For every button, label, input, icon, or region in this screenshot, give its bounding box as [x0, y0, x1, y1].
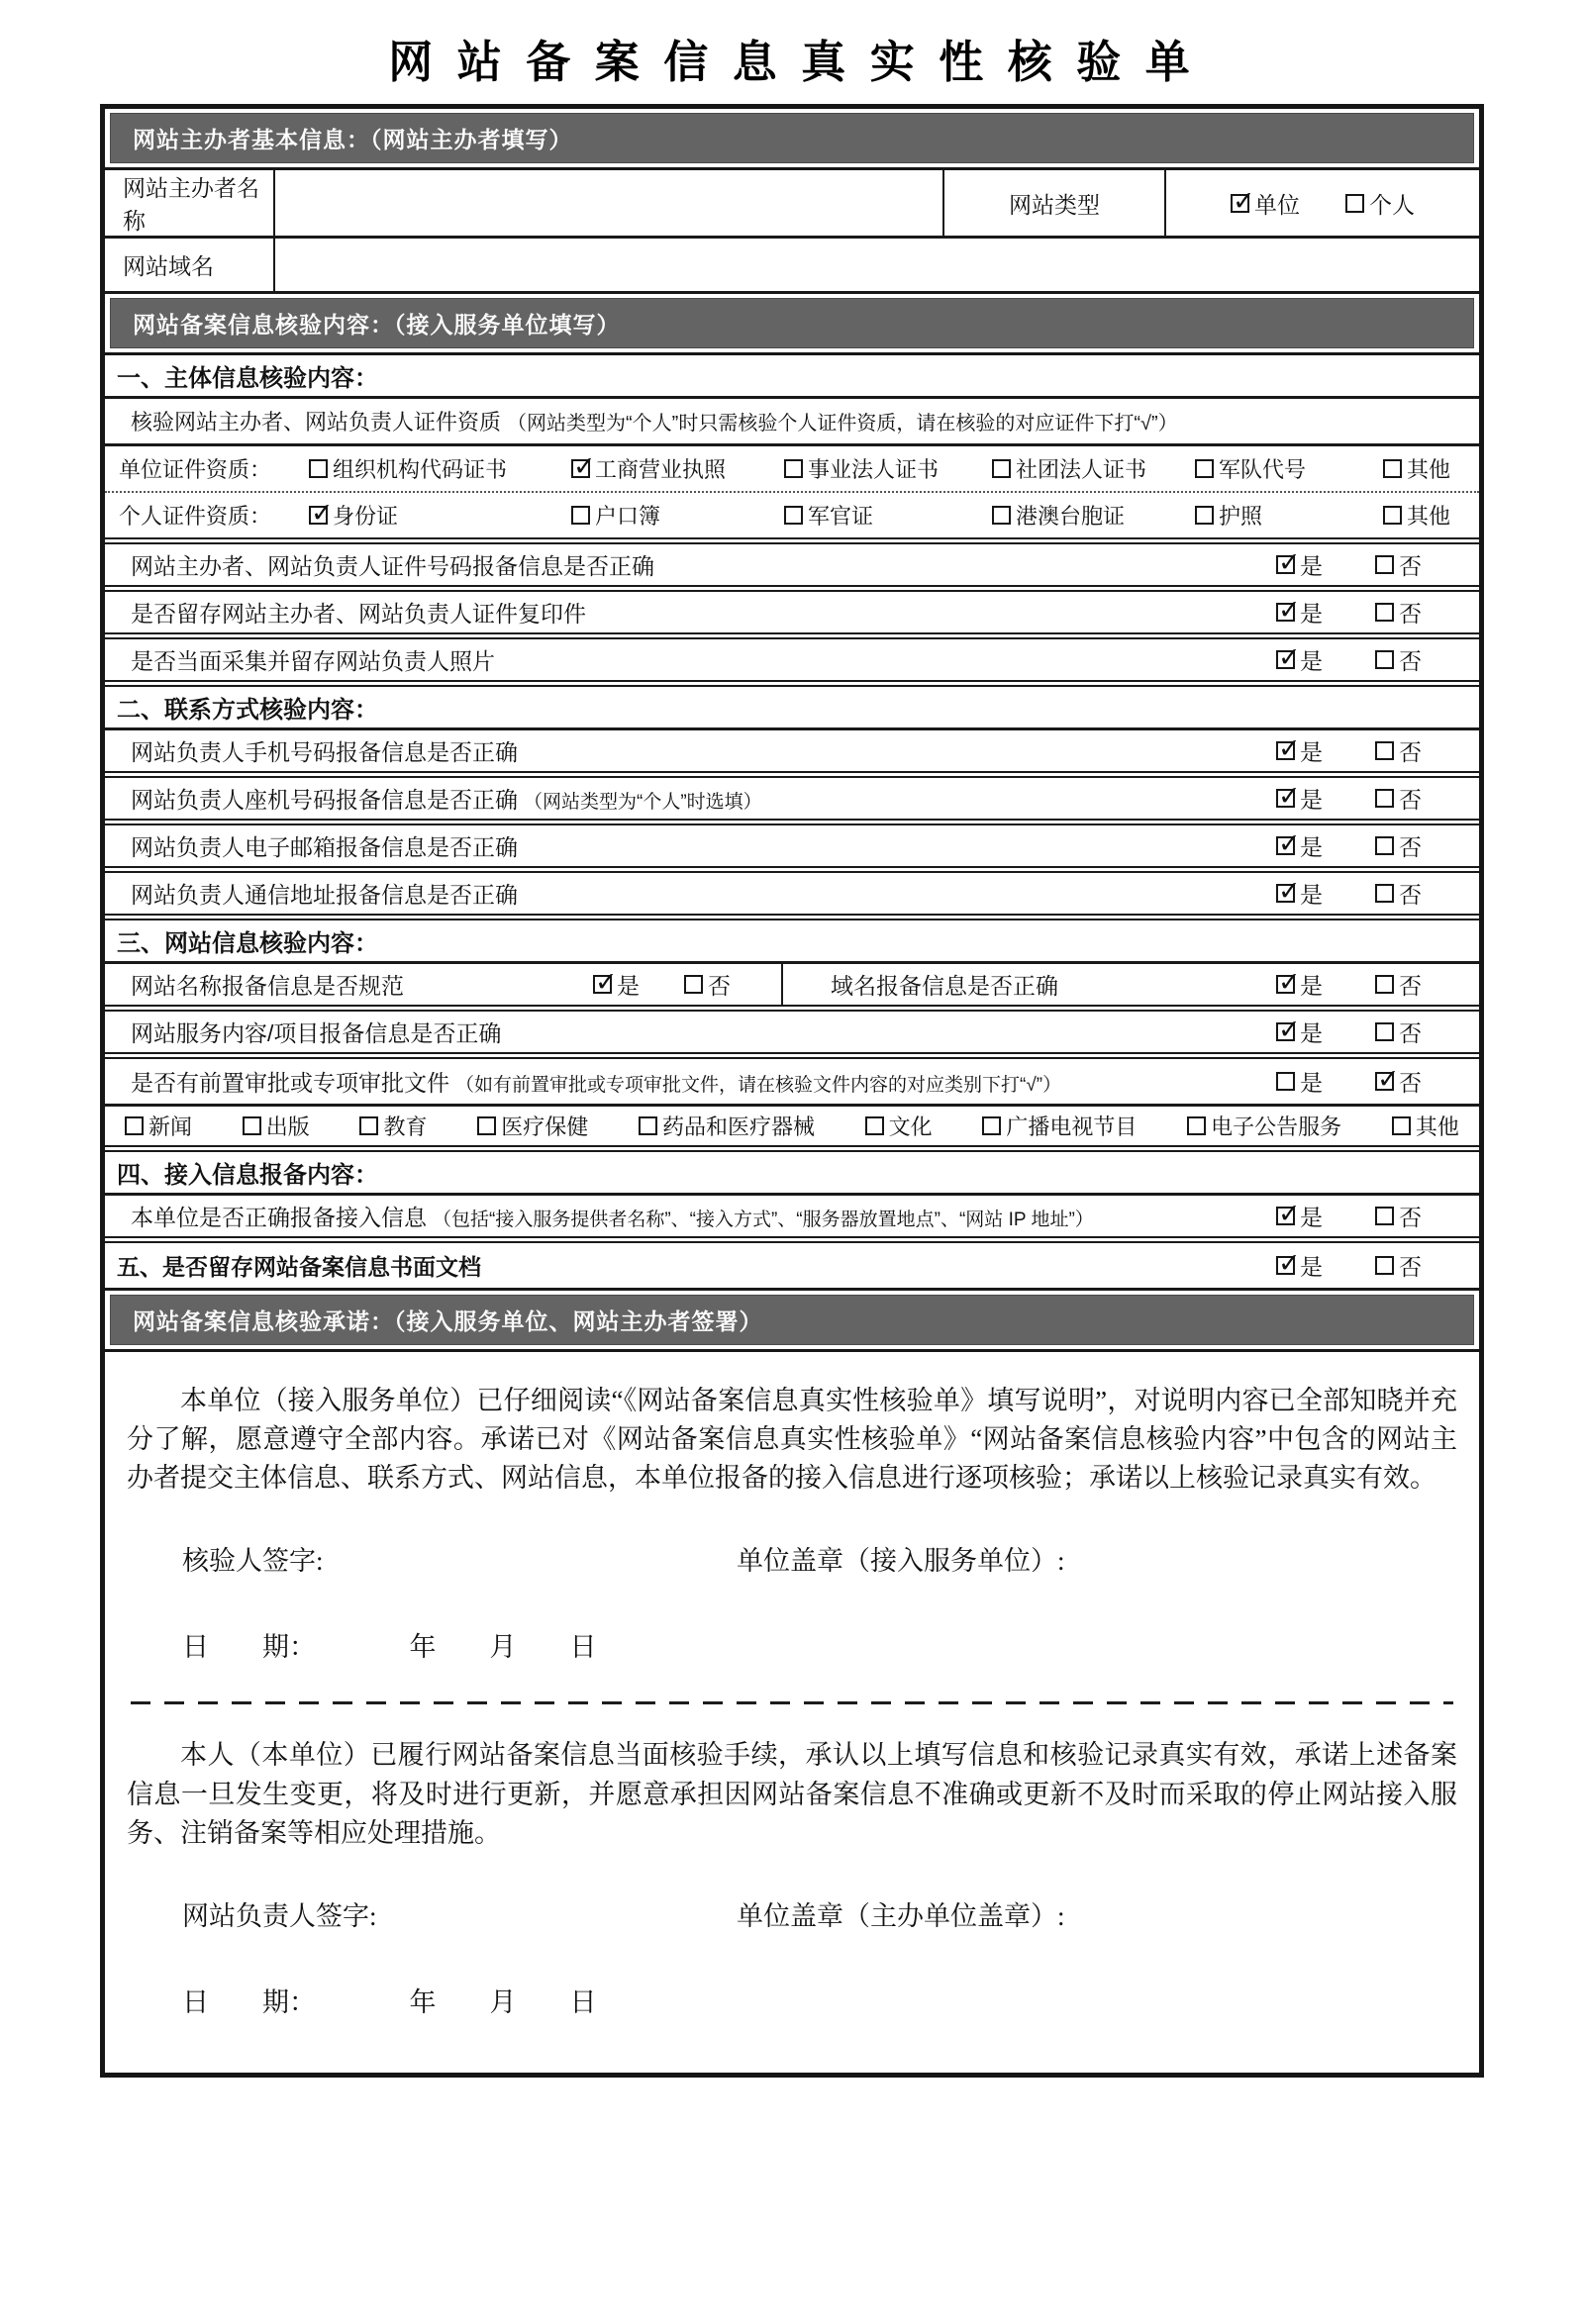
certificate-block	[105, 446, 1479, 544]
no-label: 否	[1399, 882, 1422, 908]
yes-option[interactable]	[593, 968, 684, 1001]
option-label: 广播电视节目	[1006, 1114, 1138, 1139]
option-label: 新闻	[148, 1114, 193, 1139]
row-domain	[105, 239, 1479, 294]
row-address-correct	[105, 873, 1479, 920]
yes-option[interactable]	[1276, 643, 1375, 676]
yes-label: 是	[1300, 882, 1323, 908]
option-label: 户口簿	[595, 504, 661, 529]
option-checkbox[interactable]	[992, 506, 1011, 525]
part5-heading: 五、是否留存网站备案信息书面文档	[117, 1254, 481, 1280]
no-option[interactable]	[1375, 596, 1422, 629]
row-email-correct	[105, 825, 1479, 873]
no-option[interactable]	[1375, 1065, 1422, 1098]
option-checkbox[interactable]	[477, 1116, 496, 1135]
cert-option-personal-other[interactable]	[1383, 500, 1450, 531]
option-checkbox[interactable]	[1195, 506, 1214, 525]
yes-label: 是	[1300, 553, 1323, 579]
option-label: 文化	[888, 1114, 933, 1139]
row-sitename-domain	[105, 964, 1479, 1012]
yes-label: 是	[1300, 973, 1323, 999]
option-label: 港澳台胞证	[1016, 504, 1126, 529]
option-checkbox[interactable]	[784, 459, 803, 478]
personal-cert-label: 个人证件资质：	[119, 504, 272, 529]
option-checkbox[interactable]	[1383, 459, 1402, 478]
no-label: 否	[1399, 1254, 1422, 1280]
personal-label: 个人	[1369, 191, 1415, 218]
question-note: （网站类型为“个人”时选填）	[524, 792, 762, 813]
instruction-text: 核验网站主办者、网站负责人证件资质	[131, 410, 502, 435]
question-text: 网站主办者、网站负责人证件号码报备信息是否正确	[131, 553, 654, 579]
option-checkbox[interactable]	[571, 459, 590, 478]
no-label: 否	[1399, 834, 1422, 860]
isp-date-row[interactable]: 日 期： 年 月 日	[182, 1632, 597, 1663]
question-text: 网站名称报备信息是否规范	[131, 973, 404, 999]
commitment-section-bar	[105, 1291, 1479, 1352]
option-checkbox[interactable]	[1383, 506, 1402, 525]
row-cert-copy-kept	[105, 592, 1479, 639]
cert-option-unit-other[interactable]	[1383, 453, 1450, 484]
category-e-bulletin[interactable]	[1187, 1111, 1341, 1141]
no-checkbox[interactable]	[1375, 1022, 1394, 1041]
no-label: 否	[1399, 739, 1422, 765]
unit-cert-row	[105, 446, 1479, 491]
no-checkbox[interactable]	[1375, 789, 1394, 808]
cert-option-org-code[interactable]	[309, 453, 571, 484]
no-label: 否	[1399, 1205, 1422, 1230]
no-checkbox[interactable]	[684, 975, 703, 994]
no-label: 否	[1399, 601, 1422, 627]
verify-section-header: 网站备案信息核验内容：（接入服务单位填写）	[110, 298, 1474, 348]
personal-checkbox[interactable]	[1345, 194, 1364, 213]
no-checkbox[interactable]	[1375, 1256, 1394, 1275]
question-text: 网站负责人手机号码报备信息是否正确	[131, 739, 518, 765]
option-checkbox[interactable]	[992, 459, 1011, 478]
option-label: 工商营业执照	[595, 457, 727, 482]
yes-option[interactable]	[1276, 1200, 1375, 1232]
option-checkbox[interactable]	[125, 1116, 144, 1135]
organizer-name-input[interactable]	[275, 170, 942, 236]
yes-label: 是	[1300, 601, 1323, 627]
domain-input[interactable]	[275, 239, 1479, 291]
yes-checkbox[interactable]	[1276, 1072, 1295, 1091]
category-other[interactable]	[1392, 1111, 1459, 1141]
organizer-name-label: 网站主办者名称	[105, 170, 275, 236]
yes-label: 是	[1300, 1020, 1323, 1046]
site-type-label: 网站类型	[942, 170, 1166, 236]
row-photo-collected	[105, 639, 1479, 687]
commitment-paragraph-isp: 本单位（接入服务单位）已仔细阅读“《网站备案信息真实性核验单》填写说明”，对说明内容已全部知晓并充分了解，愿意遵守全部内容。承诺已对《网站备案信息真实性核验单》“网站备案信息核验内容”中包含的网站主办者提交主体信息、联系方式、网站信息，本单位报备的接入信息进行逐项核验；承诺以上核验记录真实有效。	[127, 1386, 1457, 1494]
option-checkbox[interactable]	[571, 506, 590, 525]
option-checkbox[interactable]	[982, 1116, 1001, 1135]
option-label: 事业法人证书	[808, 457, 940, 482]
yes-option[interactable]	[1276, 596, 1375, 629]
row-pre-approval	[105, 1059, 1479, 1107]
part4-heading: 四、接入信息报备内容：	[105, 1152, 1479, 1196]
personal-cert-row	[105, 491, 1479, 537]
no-option[interactable]	[1375, 782, 1422, 815]
row-landline-correct	[105, 778, 1479, 825]
yes-checkbox[interactable]	[593, 975, 612, 994]
yes-label: 是	[1300, 1254, 1323, 1280]
no-option[interactable]	[1375, 643, 1422, 676]
row-access-info	[105, 1196, 1479, 1243]
option-checkbox[interactable]	[309, 506, 328, 525]
domain-label: 网站域名	[105, 239, 275, 291]
no-option[interactable]	[1375, 734, 1422, 767]
cert-option-household[interactable]	[571, 500, 784, 531]
yes-option[interactable]	[1276, 1249, 1375, 1282]
yes-option[interactable]	[1276, 734, 1375, 767]
row-cert-number-correct	[105, 544, 1479, 592]
option-label: 社团法人证书	[1016, 457, 1147, 482]
cert-option-military[interactable]	[1195, 453, 1383, 484]
cert-option-hk-macao-tw[interactable]	[992, 500, 1195, 531]
no-checkbox[interactable]	[1375, 884, 1394, 903]
question-text: 是否有前置审批或专项审批文件	[131, 1070, 449, 1096]
owner-section-header: 网站主办者基本信息：（网站主办者填写）	[110, 113, 1474, 163]
no-label: 否	[708, 973, 731, 999]
part2-heading: 二、联系方式核验内容：	[105, 687, 1479, 730]
no-label: 否	[1399, 648, 1422, 674]
commitment-block	[105, 1352, 1479, 2073]
dashed-divider	[131, 1701, 1453, 1704]
yes-label: 是	[1300, 834, 1323, 860]
question-note: （如有前置审批或专项审批文件，请在核验文件内容的对应类别下打“√”）	[455, 1075, 1062, 1096]
option-checkbox[interactable]	[639, 1116, 657, 1135]
unit-cert-label: 单位证件资质：	[119, 457, 272, 482]
category-broadcast[interactable]	[982, 1111, 1137, 1141]
no-option[interactable]	[1375, 1249, 1422, 1282]
unit-label: 单位	[1254, 191, 1300, 218]
no-option[interactable]	[1375, 1200, 1422, 1232]
option-label: 军官证	[808, 504, 874, 529]
option-checkbox[interactable]	[865, 1116, 884, 1135]
isp-signature-row	[182, 1539, 1457, 1578]
row-paper-archive	[105, 1243, 1479, 1291]
verify-section-bar	[105, 294, 1479, 355]
no-checkbox[interactable]	[1375, 975, 1394, 994]
no-checkbox[interactable]	[1375, 1072, 1394, 1091]
category-culture[interactable]	[865, 1111, 933, 1141]
row-service-correct	[105, 1012, 1479, 1059]
part1-heading: 一、主体信息核验内容：	[105, 355, 1479, 399]
commitment-paragraph-organizer: 本人（本单位）已履行网站备案信息当面核验手续，承认以上填写信息和核验记录真实有效，承诺上述备案信息一旦发生变更，将及时进行更新，并愿意承担因网站备案信息不准确或更新不及时而采取的停止网站接入服务、注销备案等相应处理措施。	[127, 1740, 1457, 1848]
yes-label: 是	[617, 973, 640, 999]
no-option[interactable]	[684, 968, 731, 1001]
no-checkbox[interactable]	[1375, 836, 1394, 855]
commitment-section-header: 网站备案信息核验承诺：（接入服务单位、网站主办者签署）	[110, 1295, 1474, 1345]
option-label: 军队代号	[1219, 457, 1307, 482]
no-checkbox[interactable]	[1375, 555, 1394, 574]
option-label: 组织机构代码证书	[333, 457, 508, 482]
option-checkbox[interactable]	[1392, 1116, 1411, 1135]
yes-checkbox[interactable]	[1276, 741, 1295, 760]
no-label: 否	[1399, 1070, 1422, 1096]
yes-checkbox[interactable]	[1276, 975, 1295, 994]
verifier-signature-label[interactable]: 核验人签字:	[182, 1546, 324, 1577]
category-news[interactable]	[125, 1111, 192, 1141]
question-text: 网站负责人通信地址报备信息是否正确	[131, 882, 518, 908]
no-checkbox[interactable]	[1375, 1207, 1394, 1225]
category-pharma-devices[interactable]	[639, 1111, 815, 1141]
option-checkbox[interactable]	[359, 1116, 378, 1135]
yes-label: 是	[1300, 739, 1323, 765]
no-option[interactable]	[1375, 829, 1422, 862]
cert-option-association[interactable]	[992, 453, 1195, 484]
option-checkbox[interactable]	[1187, 1116, 1206, 1135]
no-option[interactable]	[1375, 877, 1422, 910]
yes-option[interactable]	[1276, 1016, 1375, 1048]
yes-checkbox[interactable]	[1276, 789, 1295, 808]
site-type-personal-option[interactable]	[1345, 187, 1415, 220]
question-text: 网站负责人座机号码报备信息是否正确	[131, 787, 518, 813]
question-text: 网站服务内容/项目报备信息是否正确	[131, 1020, 502, 1046]
approval-category-row	[105, 1107, 1479, 1152]
no-label: 否	[1399, 553, 1422, 579]
organizer-date-row[interactable]: 日 期： 年 月 日	[182, 1986, 597, 2017]
yes-checkbox[interactable]	[1276, 884, 1295, 903]
question-text: 是否当面采集并留存网站负责人照片	[131, 648, 495, 674]
option-label: 其他	[1407, 457, 1451, 482]
option-label: 医疗保健	[501, 1114, 589, 1139]
option-label: 其他	[1407, 504, 1451, 529]
owner-section-bar	[105, 109, 1479, 170]
no-label: 否	[1399, 787, 1422, 813]
yes-checkbox[interactable]	[1276, 1022, 1295, 1041]
yes-checkbox[interactable]	[1276, 555, 1295, 574]
organizer-signature-row	[182, 1894, 1457, 1933]
organizer-stamp-label[interactable]: 单位盖章（主办单位盖章）:	[737, 1900, 1065, 1931]
option-label: 出版	[265, 1114, 310, 1139]
cert-option-officer[interactable]	[784, 500, 992, 531]
yes-label: 是	[1300, 1070, 1323, 1096]
site-type-unit-option[interactable]	[1231, 187, 1300, 220]
yes-option[interactable]	[1276, 1065, 1375, 1098]
option-label: 电子公告服务	[1211, 1114, 1342, 1139]
question-text: 是否留存网站主办者、网站负责人证件复印件	[131, 601, 586, 627]
site-manager-signature-label[interactable]: 网站负责人签字:	[182, 1900, 377, 1931]
verification-form	[100, 104, 1484, 2078]
option-checkbox[interactable]	[784, 506, 803, 525]
no-checkbox[interactable]	[1375, 741, 1394, 760]
no-option[interactable]	[1375, 1016, 1422, 1048]
option-checkbox[interactable]	[243, 1116, 261, 1135]
yes-option[interactable]	[1276, 877, 1375, 910]
yes-option[interactable]	[1276, 829, 1375, 862]
option-checkbox[interactable]	[1195, 459, 1214, 478]
category-healthcare[interactable]	[477, 1111, 588, 1141]
option-label: 教育	[383, 1114, 428, 1139]
yes-checkbox[interactable]	[1276, 603, 1295, 622]
option-label: 药品和医疗器械	[661, 1114, 815, 1139]
question-text: 域名报备信息是否正确	[831, 973, 1058, 999]
option-label: 护照	[1219, 504, 1263, 529]
yes-label: 是	[1300, 648, 1323, 674]
cert-option-id-card[interactable]	[309, 500, 571, 531]
question-text: 本单位是否正确报备接入信息	[131, 1205, 427, 1230]
part3-heading: 三、网站信息核验内容：	[105, 920, 1479, 964]
yes-option[interactable]	[1276, 548, 1375, 581]
option-label: 身份证	[333, 504, 399, 529]
cert-option-business-license[interactable]	[571, 453, 784, 484]
yes-label: 是	[1300, 787, 1323, 813]
yes-label: 是	[1300, 1205, 1323, 1230]
row-organizer-name	[105, 170, 1479, 239]
no-label: 否	[1399, 973, 1422, 999]
category-education[interactable]	[359, 1111, 427, 1141]
no-option[interactable]	[1375, 968, 1422, 1001]
yes-option[interactable]	[1276, 782, 1375, 815]
cert-option-institution[interactable]	[784, 453, 992, 484]
isp-stamp-label[interactable]: 单位盖章（接入服务单位）:	[737, 1546, 1065, 1577]
question-text: 网站负责人电子邮箱报备信息是否正确	[131, 834, 518, 860]
cert-option-passport[interactable]	[1195, 500, 1383, 531]
no-option[interactable]	[1375, 548, 1422, 581]
page-title: 网 站 备 案 信 息 真 实 性 核 验 单	[388, 37, 1196, 87]
yes-checkbox[interactable]	[1276, 650, 1295, 669]
yes-checkbox[interactable]	[1276, 1256, 1295, 1275]
yes-option[interactable]	[1276, 968, 1375, 1001]
part1-instruction	[105, 399, 1479, 446]
instruction-note: （网站类型为“个人”时只需核验个人证件资质，请在核验的对应证件下打“√”）	[507, 413, 1178, 435]
site-type-options	[1166, 187, 1479, 220]
yes-checkbox[interactable]	[1276, 1207, 1295, 1225]
no-checkbox[interactable]	[1375, 650, 1394, 669]
option-checkbox[interactable]	[309, 459, 328, 478]
no-label: 否	[1399, 1020, 1422, 1046]
no-checkbox[interactable]	[1375, 603, 1394, 622]
option-label: 其他	[1415, 1114, 1459, 1139]
row-mobile-correct	[105, 730, 1479, 778]
unit-checkbox[interactable]	[1231, 194, 1249, 213]
yes-checkbox[interactable]	[1276, 836, 1295, 855]
category-publishing[interactable]	[243, 1111, 310, 1141]
question-note: （包括“接入服务提供者名称”、“接入方式”、“服务器放置地点”、“网站 IP 地址”）	[433, 1210, 1094, 1230]
